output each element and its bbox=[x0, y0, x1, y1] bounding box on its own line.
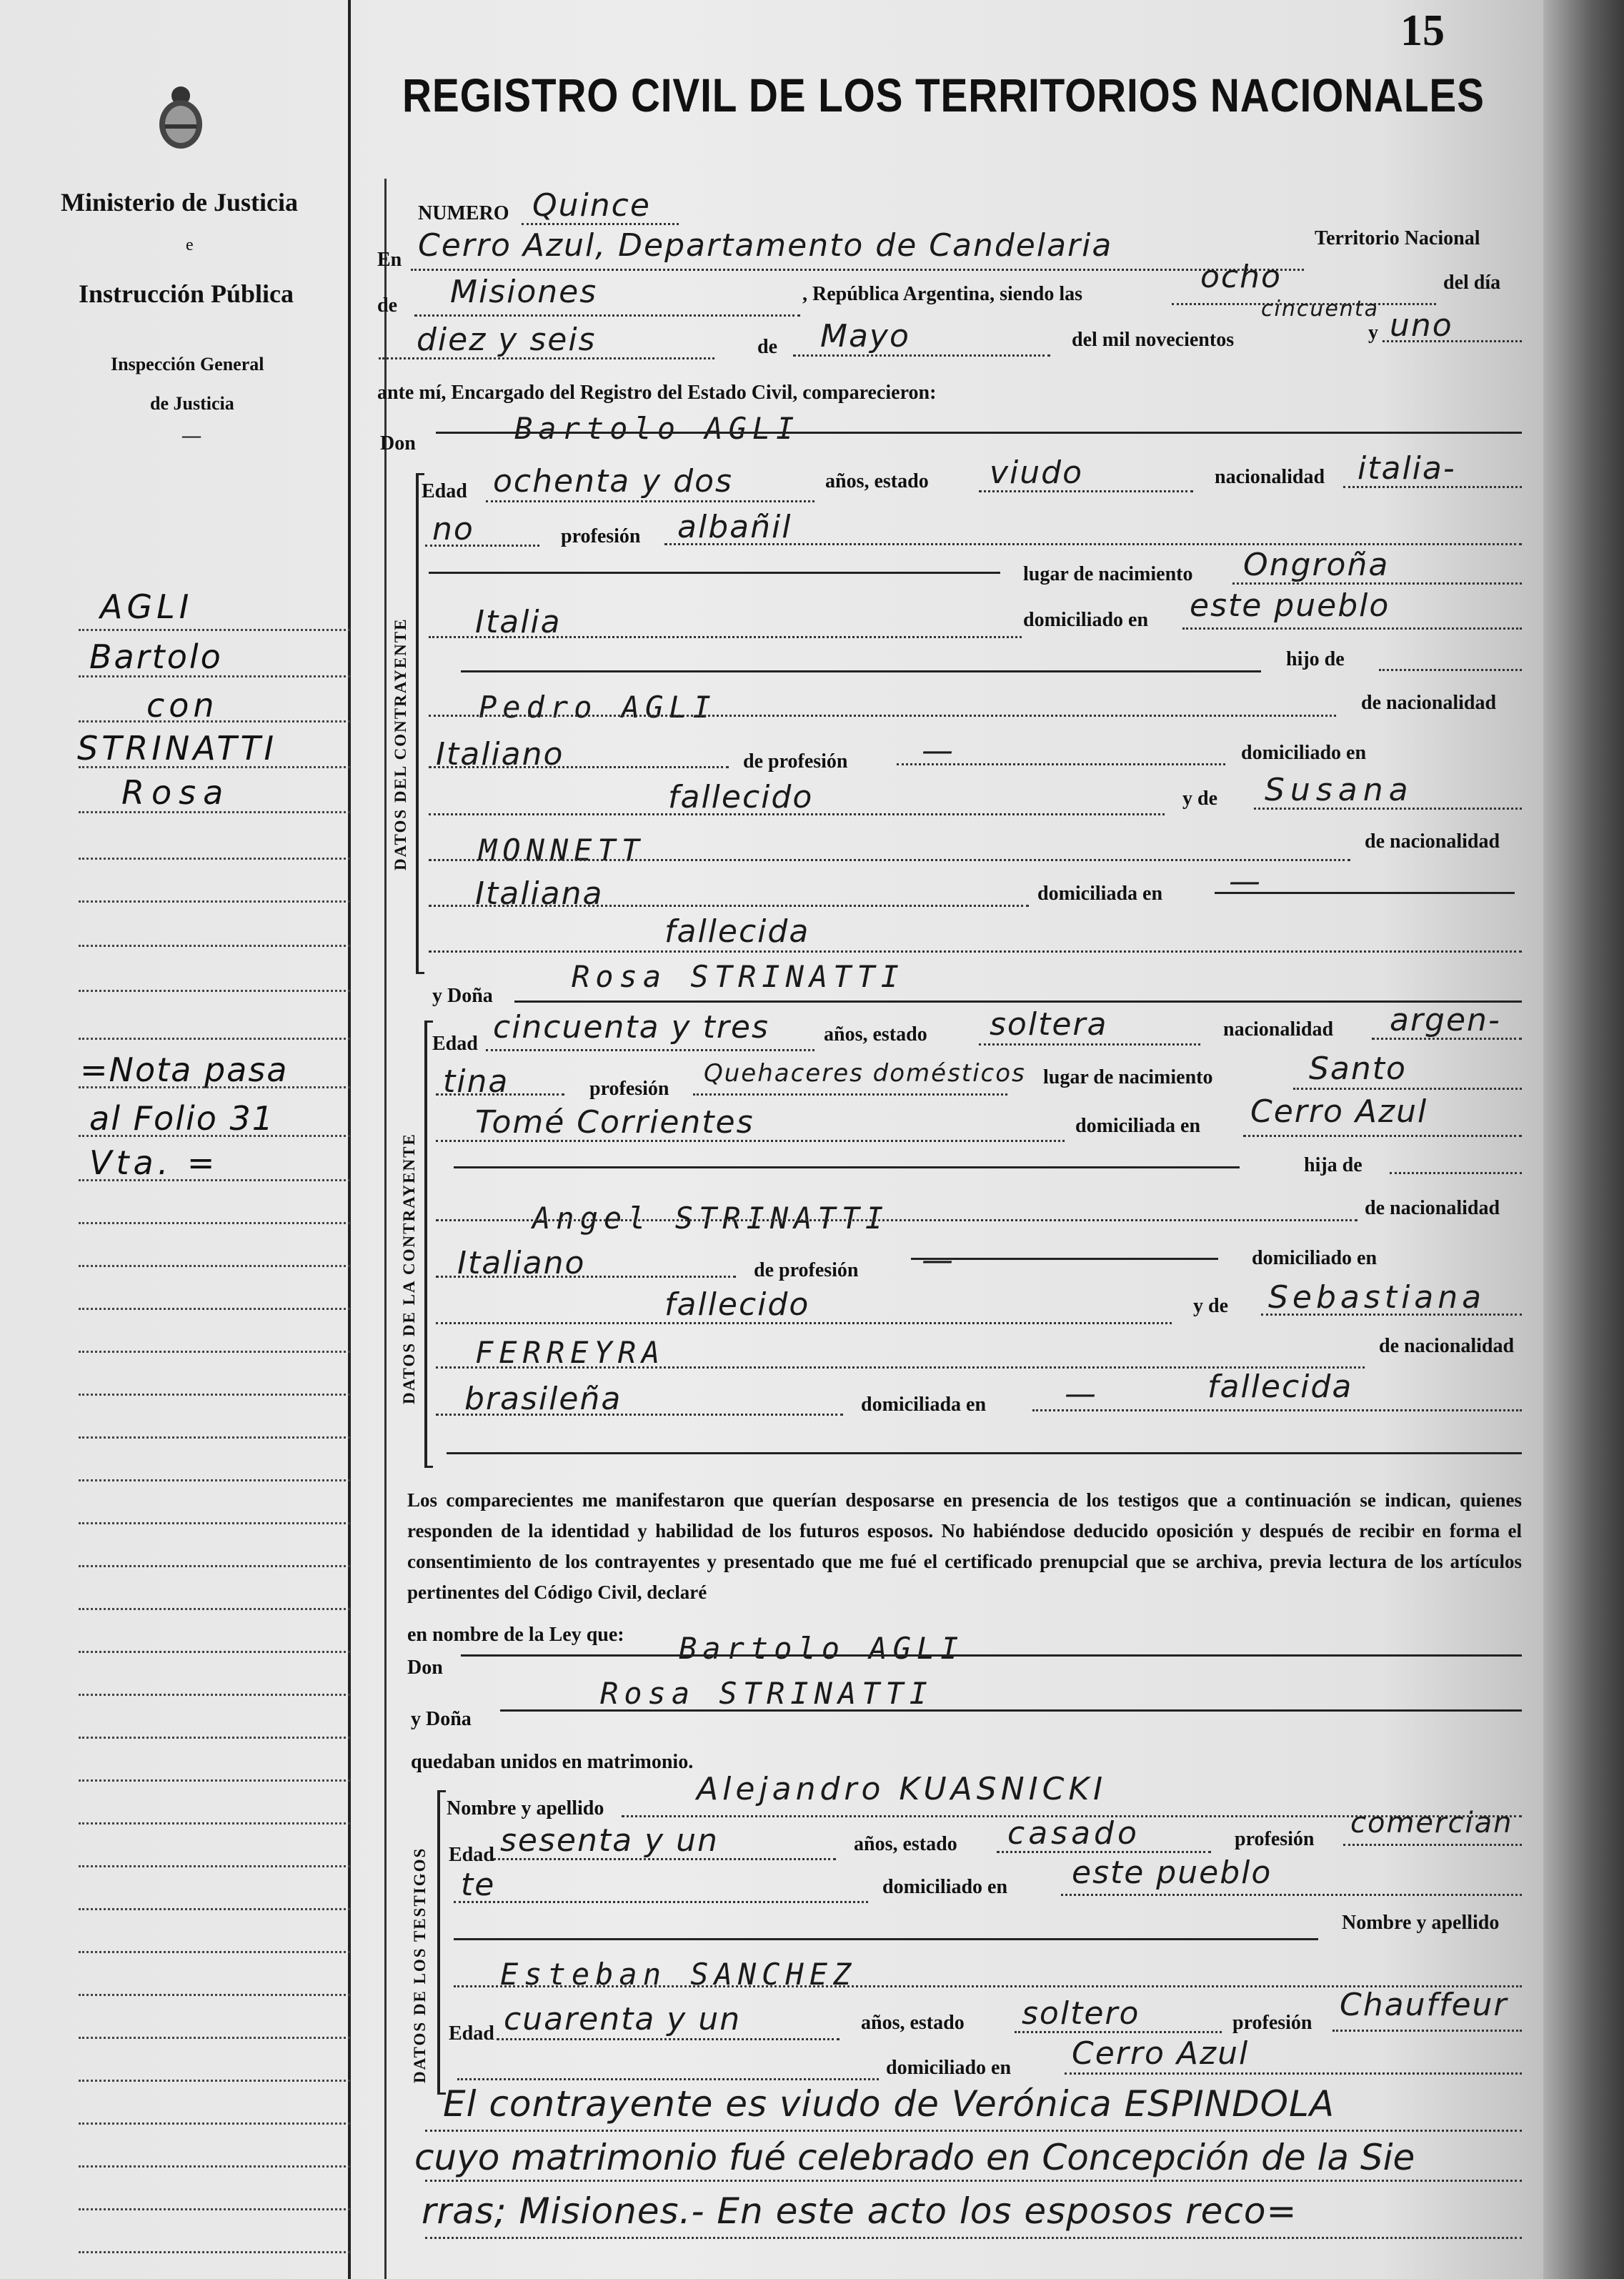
value-testigo-2-nombre: Esteban SANCHEZ bbox=[500, 1957, 857, 1992]
margin-rule bbox=[79, 1436, 350, 1439]
ministry-sub-2: de Justicia bbox=[150, 393, 234, 414]
margin-rule bbox=[79, 1479, 350, 1481]
margin-rule bbox=[79, 2037, 350, 2039]
value-testigo-2-dom: Cerro Azul bbox=[1072, 2035, 1250, 2072]
fill-line bbox=[461, 670, 1261, 672]
label-profesion-2: profesión bbox=[589, 1078, 669, 1100]
label-de-nacionalidad: de nacionalidad bbox=[1361, 692, 1497, 714]
value-hora: ocho bbox=[1200, 259, 1282, 295]
fill-line bbox=[664, 543, 1522, 545]
value-testigo-1-estado: casado bbox=[1007, 1815, 1140, 1852]
margin-rule bbox=[79, 990, 350, 992]
value-groom-padre-nac: Italiano bbox=[436, 736, 564, 773]
margin-divider bbox=[348, 0, 351, 2279]
fill-line bbox=[429, 572, 1000, 574]
label-datos-la-contrayente: DATOS DE LA CONTRAYENTE bbox=[400, 1133, 418, 1404]
margin-rule bbox=[79, 1522, 350, 1524]
fill-line bbox=[461, 1654, 1522, 1657]
margin-rule bbox=[79, 945, 350, 947]
value-groom-madre-dom: — bbox=[1229, 863, 1262, 900]
fill-line bbox=[379, 357, 714, 359]
registry-title: REGISTRO CIVIL DE LOS TERRITORIOS NACIONALES bbox=[402, 69, 1485, 121]
margin-rule bbox=[79, 2080, 350, 2082]
fill-line bbox=[436, 432, 1522, 434]
margin-rule bbox=[79, 766, 350, 768]
label-anios-estado-3: años, estado bbox=[854, 1833, 957, 1855]
margin-con: con bbox=[146, 686, 219, 725]
fill-line bbox=[429, 766, 729, 768]
label-y-de-2: y de bbox=[1193, 1295, 1228, 1317]
fill-line bbox=[500, 1709, 1522, 1712]
book-binding bbox=[1543, 0, 1624, 2279]
value-groom-padre-dom: fallecido bbox=[668, 779, 814, 815]
margin-name-1: Bartolo bbox=[89, 637, 223, 676]
label-en-nombre: en nombre de la Ley que: bbox=[407, 1624, 624, 1646]
fill-line bbox=[1065, 2072, 1522, 2075]
value-testigo-2-edad: cuarenta y un bbox=[504, 2001, 742, 2037]
label-lugar-nac: lugar de nacimiento bbox=[1023, 563, 1193, 585]
fill-line bbox=[1372, 1038, 1522, 1040]
value-bride-edad: cincuenta y tres bbox=[493, 1009, 769, 1046]
label-territorio: Territorio Nacional bbox=[1315, 227, 1480, 249]
fill-line bbox=[979, 490, 1193, 492]
fill-line bbox=[425, 2130, 1522, 2132]
value-don: Bartolo AGLI bbox=[514, 411, 800, 446]
margin-rule bbox=[79, 1651, 350, 1653]
fill-line bbox=[1261, 1314, 1522, 1316]
fill-line bbox=[1343, 1844, 1522, 1846]
value-testigo-1-prof-2: te bbox=[461, 1867, 496, 1903]
margin-surname-2: STRINATTI bbox=[77, 729, 278, 768]
label-nombre-y-apellido: Nombre y apellido bbox=[1342, 1912, 1500, 1934]
margin-rule bbox=[79, 2122, 350, 2125]
margin-rule bbox=[79, 1308, 350, 1310]
margin-name-2: Rosa bbox=[121, 773, 231, 812]
label-de: de bbox=[377, 294, 397, 317]
margin-rule bbox=[79, 1779, 350, 1782]
fill-line bbox=[997, 1851, 1211, 1853]
label-datos-contrayente: DATOS DEL CONTRAYENTE bbox=[392, 617, 409, 870]
margin-rule bbox=[79, 1737, 350, 1739]
label-edad-2: Edad bbox=[432, 1033, 478, 1055]
label-del-dia: del día bbox=[1443, 272, 1501, 294]
label-y-dona: y Doña bbox=[432, 985, 493, 1007]
value-bride-lugar: Santo bbox=[1309, 1051, 1407, 1087]
margin-rule bbox=[79, 1822, 350, 1824]
margin-rule bbox=[79, 1086, 350, 1088]
margin-rule bbox=[79, 720, 350, 723]
fill-line bbox=[1182, 627, 1522, 630]
value-groom-nac-2: no bbox=[432, 511, 474, 547]
fill-line bbox=[436, 1219, 1358, 1221]
margin-rule bbox=[79, 629, 350, 631]
margin-rule bbox=[79, 1994, 350, 1996]
groom-section-bracket bbox=[416, 473, 424, 974]
fill-line bbox=[897, 763, 1225, 765]
value-bride-estado: soltera bbox=[990, 1006, 1108, 1043]
label-de-profesion: de profesión bbox=[743, 750, 848, 773]
fill-line bbox=[457, 2078, 879, 2080]
fill-line bbox=[436, 1414, 843, 1416]
label-domiciliado-en: domiciliado en bbox=[1023, 609, 1149, 631]
margin-rule bbox=[79, 1351, 350, 1353]
label-hijo-de: hijo de bbox=[1286, 648, 1345, 670]
value-provincia: Misiones bbox=[450, 274, 598, 310]
label-profesion-3: profesión bbox=[1235, 1828, 1315, 1850]
fill-line bbox=[425, 545, 539, 547]
value-groom-dom: este pueblo bbox=[1190, 587, 1390, 624]
label-anios-estado-4: años, estado bbox=[861, 2012, 965, 2034]
label-de-nacionalidad-2: de nacionalidad bbox=[1365, 830, 1500, 853]
frame-line bbox=[384, 179, 387, 2279]
page-number: 15 bbox=[1400, 6, 1445, 55]
label-hija-de: hija de bbox=[1304, 1154, 1363, 1176]
label-don-2: Don bbox=[407, 1657, 443, 1679]
fill-line bbox=[1293, 1088, 1522, 1090]
label-de-mes: de bbox=[757, 336, 777, 358]
fill-line bbox=[1015, 2031, 1222, 2033]
value-decl-don: Bartolo AGLI bbox=[679, 1631, 965, 1666]
ministry-line-2: e bbox=[186, 236, 194, 254]
label-edad-3: Edad bbox=[449, 1844, 494, 1866]
label-anios-estado-2: años, estado bbox=[824, 1023, 927, 1046]
fill-line bbox=[514, 1001, 1522, 1003]
fill-line bbox=[1215, 892, 1515, 894]
value-groom-padre: Pedro AGLI bbox=[479, 690, 717, 725]
value-bride-padre-prof: — bbox=[922, 1242, 955, 1278]
fill-line bbox=[429, 859, 1350, 861]
declaration-paragraph: Los comparecientes me manifestaron que querían desposarse en presencia de los testigos que a continuación se indican, quienes responden de la identidad y habilidad de los futuros esposos. No habiéndose deducido oposición y después de recibir en forma el consentimiento de los contrayentes y presentado que me fué el certificado prenupcial que se archiva, previa lectura de los artículos pertinentes del Código Civil, declaré bbox=[407, 1489, 1522, 1603]
value-testigo-1-edad: sesenta y un bbox=[500, 1822, 719, 1859]
fill-line bbox=[1243, 1135, 1522, 1137]
label-de-nacionalidad-3: de nacionalidad bbox=[1365, 1197, 1500, 1219]
label-numero: NUMERO bbox=[418, 202, 509, 224]
fill-line bbox=[429, 905, 1029, 907]
margin-rule bbox=[79, 1865, 350, 1867]
value-groom-madre-dom-2: fallecida bbox=[664, 913, 810, 950]
fill-line bbox=[493, 1858, 836, 1860]
margin-rule bbox=[79, 1394, 350, 1396]
fill-line bbox=[436, 1276, 736, 1278]
value-bride-nac-1: argen- bbox=[1390, 1002, 1501, 1038]
value-groom-prof: albañil bbox=[677, 509, 792, 545]
fill-line bbox=[1379, 669, 1522, 671]
fill-line bbox=[1390, 1172, 1522, 1174]
fill-line bbox=[429, 715, 1336, 717]
note-line-3: rras; Misiones.- En este acto los esposos reco= bbox=[422, 2190, 1297, 2232]
label-en: En bbox=[377, 249, 402, 271]
margin-rule bbox=[79, 1265, 350, 1267]
value-groom-lugar: Ongroña bbox=[1243, 547, 1390, 583]
margin-rule bbox=[79, 1951, 350, 1953]
value-testigo-2-estado: soltero bbox=[1022, 1995, 1140, 2032]
ministry-sub-1: Inspección General bbox=[111, 354, 264, 374]
label-del-mil: del mil novecientos bbox=[1072, 329, 1235, 351]
label-y-dona-2: y Doña bbox=[411, 1708, 472, 1730]
value-groom-nac-1: italia- bbox=[1358, 450, 1456, 487]
margin-rule bbox=[79, 1908, 350, 1910]
value-bride-padre-nac: Italiano bbox=[457, 1245, 586, 1281]
margin-note-3: Vta. = bbox=[89, 1143, 219, 1182]
margin-rule bbox=[79, 2208, 350, 2210]
label-domiciliado-en-5: domiciliado en bbox=[886, 2057, 1012, 2079]
margin-note-2: al Folio 31 bbox=[89, 1099, 275, 1138]
fill-line bbox=[1383, 340, 1522, 342]
label-datos-testigos: DATOS DE LOS TESTIGOS bbox=[411, 1847, 429, 2083]
value-bride-madre-dom-2: fallecida bbox=[1207, 1369, 1353, 1405]
margin-rule bbox=[79, 1222, 350, 1224]
fill-line bbox=[911, 1258, 1218, 1260]
value-groom-padre-prof: — bbox=[922, 733, 955, 769]
note-line-1: El contrayente es viudo de Verónica ESPINDOLA bbox=[443, 2083, 1335, 2125]
value-bride-madre: Sebastiana bbox=[1268, 1279, 1486, 1316]
fill-line bbox=[1332, 2030, 1522, 2032]
note-line-2: cuyo matrimonio fué celebrado en Concepción de la Sie bbox=[414, 2137, 1415, 2178]
label-profesion-4: profesión bbox=[1232, 2012, 1312, 2034]
value-dona: Rosa STRINATTI bbox=[572, 959, 905, 994]
value-bride-prof: Quehaceres domésticos bbox=[704, 1059, 1026, 1088]
label-domiciliada-en-2: domiciliada en bbox=[1075, 1115, 1201, 1137]
margin-rule bbox=[79, 858, 350, 860]
value-bride-padre: Angel STRINATTI bbox=[532, 1201, 890, 1236]
fill-line bbox=[454, 1166, 1240, 1168]
value-bride-madre-nac: brasileña bbox=[464, 1381, 622, 1417]
value-decl-dona: Rosa STRINATTI bbox=[600, 1676, 934, 1711]
margin-rule bbox=[79, 1694, 350, 1696]
value-numero: Quince bbox=[532, 187, 651, 224]
value-testigo-1-prof-1: comercian bbox=[1350, 1807, 1513, 1839]
fill-line bbox=[1032, 1409, 1522, 1411]
label-don: Don bbox=[380, 432, 416, 455]
fill-line bbox=[1232, 582, 1522, 585]
value-bride-nac-2: tina bbox=[443, 1063, 509, 1100]
margin-rule bbox=[79, 1179, 350, 1181]
label-domiciliado-en-2: domiciliado en bbox=[1241, 742, 1367, 764]
label-edad-4: Edad bbox=[449, 2022, 494, 2045]
value-dia: diez y seis bbox=[417, 322, 597, 358]
fill-line bbox=[436, 1140, 1065, 1142]
fill-line bbox=[979, 1043, 1200, 1046]
fill-line bbox=[425, 2180, 1522, 2182]
label-anios-estado: años, estado bbox=[825, 470, 929, 492]
fill-line bbox=[486, 1049, 815, 1051]
value-testigo-1-dom: este pueblo bbox=[1072, 1855, 1272, 1891]
fill-line bbox=[454, 1901, 868, 1903]
fill-line bbox=[447, 1452, 1522, 1454]
label-nacionalidad-2: nacionalidad bbox=[1223, 1018, 1334, 1041]
value-mes: Mayo bbox=[820, 318, 910, 354]
margin-rule bbox=[79, 1038, 350, 1040]
fill-line bbox=[522, 223, 679, 225]
label-edad: Edad bbox=[422, 480, 467, 502]
value-groom-madre-ap: MONNETT bbox=[479, 833, 646, 868]
label-y: y bbox=[1368, 322, 1378, 344]
fill-line bbox=[429, 950, 1522, 953]
value-testigo-2-prof: Chauffeur bbox=[1340, 1987, 1508, 2023]
value-groom-lugar-2: Italia bbox=[475, 604, 562, 640]
fill-line bbox=[425, 2237, 1522, 2239]
label-domiciliado-en-3: domiciliado en bbox=[1252, 1247, 1378, 1269]
label-domiciliado-en-4: domiciliado en bbox=[882, 1876, 1008, 1898]
fill-line bbox=[429, 813, 1165, 815]
fill-line bbox=[436, 1093, 564, 1096]
value-bride-madre-dom: — bbox=[1065, 1376, 1097, 1412]
fill-line bbox=[436, 1322, 1172, 1324]
fill-line bbox=[1061, 1894, 1522, 1896]
margin-surname-1: AGLI bbox=[100, 587, 194, 626]
value-groom-edad: ochenta y dos bbox=[493, 463, 733, 500]
margin-rule bbox=[79, 675, 350, 677]
label-nacionalidad: nacionalidad bbox=[1215, 466, 1325, 488]
bride-section-bracket bbox=[424, 1021, 433, 1468]
fill-line bbox=[693, 1093, 1007, 1096]
label-domiciliada-en-3: domiciliada en bbox=[861, 1394, 987, 1416]
margin-rule bbox=[79, 1608, 350, 1610]
value-bride-madre-ap: FERREYRA bbox=[475, 1335, 666, 1370]
label-y-de: y de bbox=[1182, 788, 1217, 810]
value-groom-madre: Susana bbox=[1265, 772, 1414, 808]
value-bride-padre-dom: fallecido bbox=[664, 1286, 810, 1323]
fill-line bbox=[454, 1938, 1318, 1940]
label-lugar-nac-2: lugar de nacimiento bbox=[1043, 1066, 1213, 1088]
value-bride-dom: Cerro Azul bbox=[1250, 1093, 1428, 1130]
fill-line bbox=[1254, 808, 1522, 810]
margin-note-1: =Nota pasa bbox=[80, 1051, 289, 1089]
margin-rule bbox=[79, 2165, 350, 2168]
label-nombre-apellido: Nombre y apellido bbox=[447, 1797, 604, 1819]
fill-line bbox=[793, 354, 1050, 357]
label-quedaban: quedaban unidos en matrimonio. bbox=[411, 1751, 694, 1773]
value-groom-madre-nac: Italiana bbox=[475, 875, 604, 912]
fill-line bbox=[1343, 486, 1522, 488]
value-anio-a: cincuenta bbox=[1261, 297, 1379, 322]
fill-line bbox=[414, 314, 800, 317]
witness-section-bracket bbox=[437, 1790, 446, 2095]
fill-line bbox=[429, 636, 1022, 638]
margin-rule bbox=[79, 2251, 350, 2253]
ministry-dash: — bbox=[182, 425, 201, 446]
margin-rule bbox=[79, 1565, 350, 1567]
ministry-line-1: Ministerio de Justicia bbox=[61, 188, 298, 217]
coat-of-arms-emblem bbox=[152, 80, 209, 154]
value-bride-lugar-2: Tomé Corrientes bbox=[475, 1104, 754, 1141]
margin-rule bbox=[79, 900, 350, 903]
value-testigo-1-nombre: Alejandro KUASNICKI bbox=[697, 1771, 1107, 1807]
label-de-profesion-2: de profesión bbox=[754, 1259, 859, 1281]
fill-line bbox=[411, 269, 1304, 271]
margin-rule bbox=[79, 1135, 350, 1137]
ministry-line-3: Instrucción Pública bbox=[79, 279, 294, 308]
value-anio-b: uno bbox=[1390, 307, 1453, 344]
fill-line bbox=[486, 500, 815, 502]
value-groom-estado: viudo bbox=[990, 455, 1083, 491]
label-ante-mi: ante mí, Encargado del Registro del Estado Civil, comparecieron: bbox=[377, 382, 937, 404]
label-republica: , República Argentina, siendo las bbox=[802, 283, 1083, 305]
value-en: Cerro Azul, Departamento de Candelaria bbox=[418, 227, 1113, 264]
label-profesion: profesión bbox=[561, 525, 641, 547]
label-de-nacionalidad-4: de nacionalidad bbox=[1379, 1335, 1515, 1357]
margin-rule bbox=[79, 811, 350, 813]
label-domiciliada-en: domiciliada en bbox=[1037, 883, 1163, 905]
fill-line bbox=[497, 2038, 840, 2040]
